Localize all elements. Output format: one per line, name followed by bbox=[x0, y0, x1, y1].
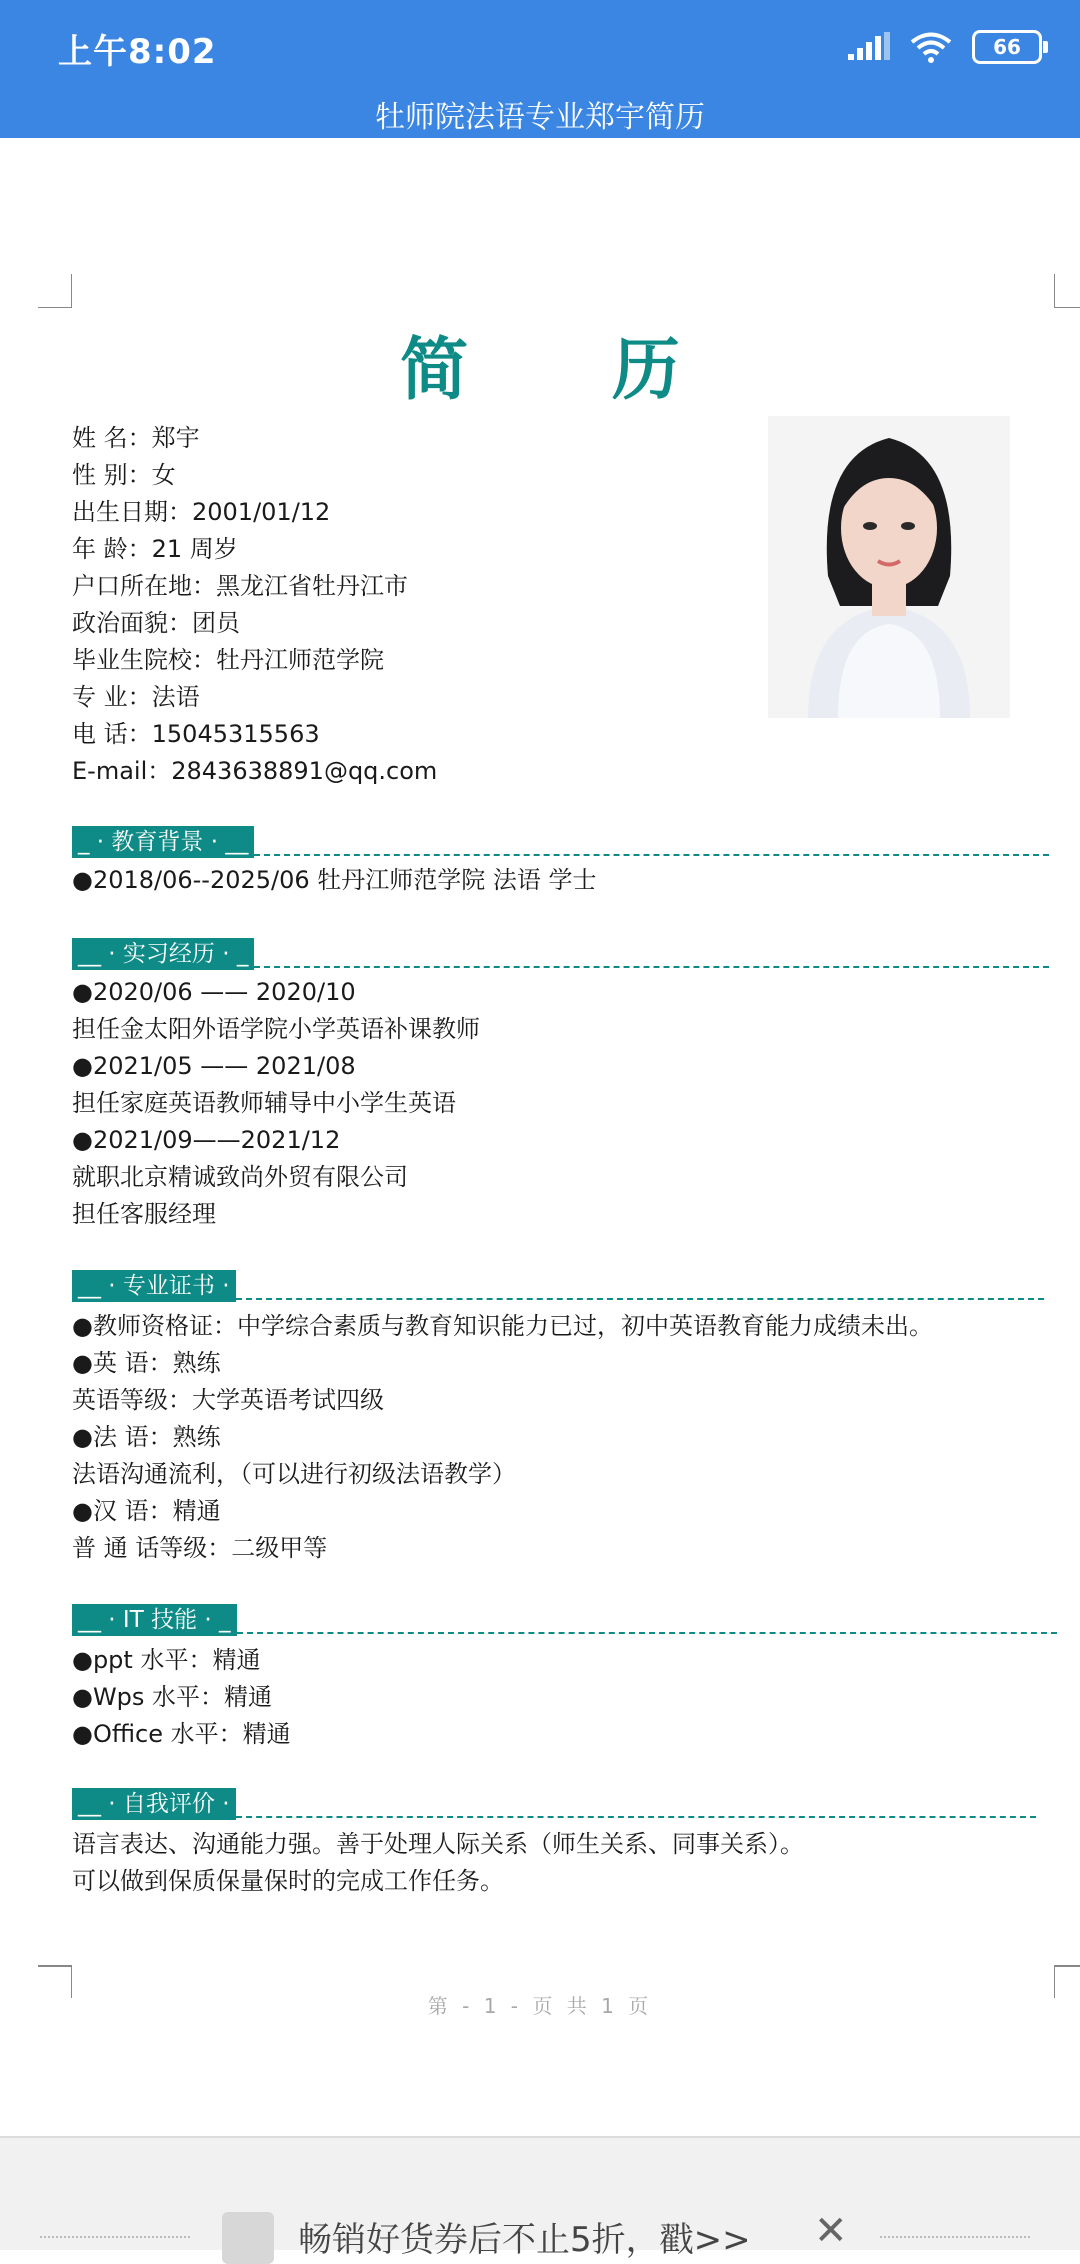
it-skill-line: ●Wps 水平：精通 bbox=[72, 1683, 273, 1711]
signal-icon bbox=[848, 32, 890, 62]
app-header bbox=[0, 0, 1080, 138]
section-tag-it-skills: __ · IT 技能 · _ bbox=[72, 1604, 237, 1636]
page-number: 第 - 1 - 页 共 1 页 bbox=[427, 1994, 653, 2018]
info-row-school: 毕业生院校：牡丹江师范学院 bbox=[72, 646, 384, 674]
section-tag-internship: __ · 实习经历 · _ bbox=[72, 938, 254, 970]
certificate-line: ●法 语：熟练 bbox=[72, 1423, 221, 1451]
close-icon[interactable]: ✕ bbox=[814, 2208, 848, 2254]
certificate-line: ●教师资格证：中学综合素质与教育知识能力已过，初中英语教育能力成绩未出。 bbox=[72, 1312, 933, 1340]
section-tag-certificates: __ · 专业证书 · bbox=[72, 1270, 236, 1302]
info-row-hukou: 户口所在地：黑龙江省牡丹江市 bbox=[72, 572, 408, 600]
certificate-line: ●汉 语：精通 bbox=[72, 1497, 221, 1525]
internship-line: 担任家庭英语教师辅导中小学生英语 bbox=[72, 1089, 456, 1117]
corner-mark-top-left bbox=[38, 274, 72, 308]
status-time: 上午8:02 bbox=[58, 32, 217, 72]
internship-line: 就职北京精诚致尚外贸有限公司 bbox=[72, 1163, 408, 1191]
section-header-it-skills bbox=[72, 1606, 1057, 1636]
document-title: 牡师院法语专业郑宇简历 bbox=[375, 100, 705, 135]
info-row-name: 姓 名：郑宇 bbox=[72, 424, 200, 452]
section-header-certificates bbox=[72, 1272, 1044, 1302]
it-skill-line: ●Office 水平：精通 bbox=[72, 1720, 291, 1748]
info-row-phone: 电 话：15045315563 bbox=[72, 720, 320, 748]
certificate-line: 英语等级：大学英语考试四级 bbox=[72, 1386, 384, 1414]
certificate-line: ●英 语：熟练 bbox=[72, 1349, 221, 1377]
resume-title: 简 历 bbox=[400, 330, 740, 410]
info-row-birthdate: 出生日期：2001/01/12 bbox=[72, 498, 331, 526]
info-row-major: 专 业：法语 bbox=[72, 683, 200, 711]
section-divider bbox=[254, 854, 1049, 856]
section-tag-self-eval: __ · 自我评价 · bbox=[72, 1788, 236, 1820]
corner-mark-top-right bbox=[1054, 274, 1080, 308]
profile-photo bbox=[768, 416, 1010, 718]
section-tag-education: _ · 教育背景 · __ bbox=[72, 826, 254, 858]
info-row-gender: 性 别：女 bbox=[72, 461, 176, 489]
info-row-political: 政治面貌：团员 bbox=[72, 609, 240, 637]
internship-line: ●2021/05 —— 2021/08 bbox=[72, 1052, 356, 1080]
internship-line: 担任客服经理 bbox=[72, 1200, 216, 1228]
section-divider bbox=[254, 966, 1049, 968]
battery-icon: 66 bbox=[972, 30, 1042, 64]
status-icons bbox=[848, 30, 1042, 64]
internship-line: ●2020/06 —— 2020/10 bbox=[72, 978, 356, 1006]
certificate-line: 普 通 话等级：二级甲等 bbox=[72, 1534, 328, 1562]
section-header-self-eval bbox=[72, 1790, 1036, 1820]
section-header-education bbox=[72, 828, 1049, 858]
ad-text[interactable]: 畅销好货券后不止5折，戳>> bbox=[298, 2220, 751, 2260]
internship-line: 担任金太阳外语学院小学英语补课教师 bbox=[72, 1015, 480, 1043]
ad-logo-icon bbox=[222, 2212, 274, 2264]
education-line: ●2018/06--2025/06 牡丹江师范学院 法语 学士 bbox=[72, 866, 597, 894]
info-row-age: 年 龄：21 周岁 bbox=[72, 535, 238, 563]
section-header-internship bbox=[72, 940, 1049, 970]
section-divider bbox=[237, 1632, 1057, 1634]
ad-divider-right bbox=[880, 2236, 1030, 2238]
internship-line: ●2021/09——2021/12 bbox=[72, 1126, 341, 1154]
ad-divider-left bbox=[40, 2236, 190, 2238]
section-divider bbox=[236, 1816, 1036, 1818]
info-row-email: E-mail：2843638891@qq.com bbox=[72, 757, 438, 785]
self-eval-line: 可以做到保质保量保时的完成工作任务。 bbox=[72, 1867, 504, 1895]
wifi-icon bbox=[910, 31, 952, 63]
certificate-line: 法语沟通流利，（可以进行初级法语教学） bbox=[72, 1460, 516, 1488]
it-skill-line: ●ppt 水平：精通 bbox=[72, 1646, 261, 1674]
self-eval-line: 语言表达、沟通能力强。善于处理人际关系（师生关系、同事关系）。 bbox=[72, 1830, 804, 1858]
section-divider bbox=[236, 1298, 1044, 1300]
